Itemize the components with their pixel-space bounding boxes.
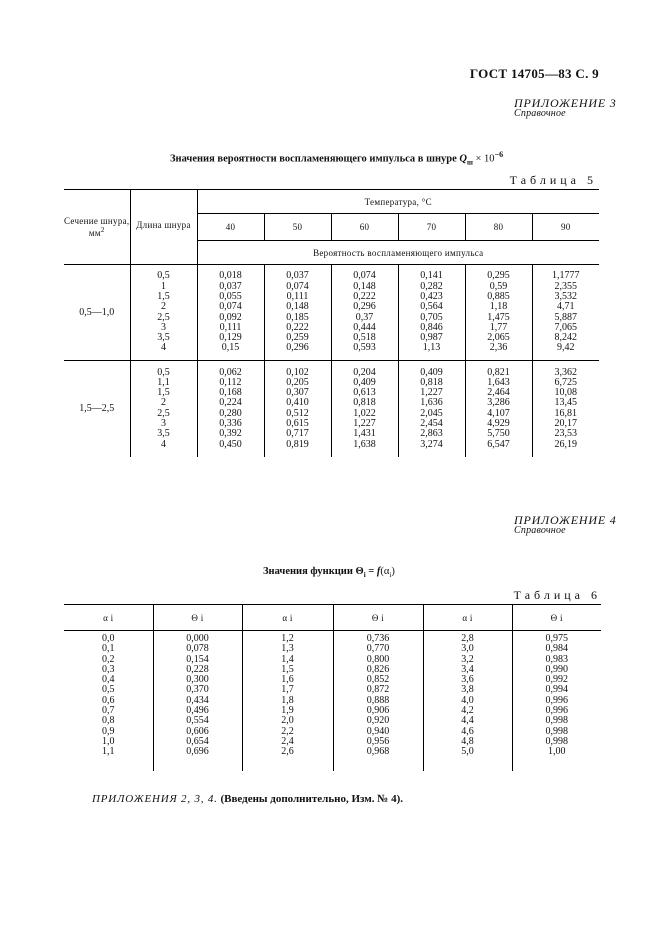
length-header: Длина шнура [130, 190, 197, 265]
probability-header: Вероятность воспламеняющего импульса [197, 241, 599, 265]
table-5-group-2 [64, 361, 599, 457]
temp-90: 90 [532, 214, 599, 241]
theta-header: Θ i [512, 605, 601, 631]
table-6-caption: Значения функции $\Theta_i = f(\alpha_i)$ [263, 566, 395, 580]
alpha-header: α i [64, 605, 153, 631]
temp-50: 50 [264, 214, 331, 241]
length-values: 0,5 1 1,5 2 2,5 3 3,5 4 [130, 265, 197, 361]
temperature-header: Температура, °С [197, 190, 599, 214]
table-5-caption: Значения вероятности воспламеняющего импульса в шнуре $Q_ш \times 10^{-6}$ [170, 150, 504, 167]
theta-header: Θ i [153, 605, 242, 631]
appendix-3-subtitle: Справочное [514, 108, 566, 119]
alpha-values-1: 0,0 0,1 0,2 0,3 0,4 0,5 0,6 0,7 0,8 0,9 1,0 1,1 [102, 633, 115, 758]
prob-column-60: 0,074 0,148 0,222 0,296 0,37 0,444 0,518 0,593 [331, 265, 398, 361]
table-5 [64, 189, 599, 457]
appendix-3-title: ПРИЛОЖЕНИЕ 3 [514, 96, 617, 110]
theta-values-1: 0,000 0,078 0,154 0,228 0,300 0,370 0,434 0,496 0,554 0,606 0,654 0,696 [153, 631, 242, 771]
table-6-label: Таблица 6 [513, 588, 601, 602]
temp-40: 40 [197, 214, 264, 241]
theta-values-2: 0,736 0,770 0,800 0,826 0,852 0,872 0,888 0,906 0,920 0,940 0,956 0,968 [333, 631, 423, 771]
alpha-values-2: 1,2 1,3 1,4 1,5 1,6 1,7 1,8 1,9 2,0 2,2 2,4 2,6 [242, 631, 333, 771]
alpha-header: α i [242, 605, 333, 631]
prob-column-70: 0,141 0,282 0,423 0,564 0,705 0,846 0,987 1,13 [398, 265, 465, 361]
footer-note: ПРИЛОЖЕНИЯ 2, 3, 4. (Введены дополнительно, Изм. № 4). [92, 793, 404, 805]
theta-header: Θ i [333, 605, 423, 631]
prob-column-40: 0,018 0,037 0,055 0,074 0,092 0,111 0,129 0,15 [197, 265, 264, 361]
table-6 [64, 604, 601, 771]
alpha-values-3: 2,8 3,0 3,2 3,4 3,6 3,8 4,0 4,2 4,4 4,6 4,8 5,0 [423, 631, 512, 771]
alpha-header: α i [423, 605, 512, 631]
appendix-4-title: ПРИЛОЖЕНИЕ 4 [514, 513, 617, 527]
section-header: Сечение шнура, $мм^2$ [64, 190, 130, 265]
prob-column-40: 0,062 0,112 0,168 0,224 0,280 0,336 0,392 0,450 [197, 361, 264, 457]
appendix-4-subtitle: Справочное [514, 525, 566, 536]
theta-values-3: 0,975 0,984 0,983 0,990 0,992 0,994 0,996 0,996 0,998 0,998 0,998 1,00 [512, 631, 601, 771]
prob-column-90: 1,1777 2,355 3,532 4,71 5,887 7,065 8,242 9,42 [532, 265, 599, 361]
temp-80: 80 [465, 214, 532, 241]
prob-column-80: 0,295 0,59 0,885 1,18 1,475 1,77 2,065 2,36 [465, 265, 532, 361]
prob-column-90: 3,362 6,725 10,08 13,45 16,81 20,17 23,53 26,19 [532, 361, 599, 457]
prob-column-60: 0,204 0,409 0,613 0,818 1,022 1,227 1,431 1,638 [331, 361, 398, 457]
prob-column-80: 0,821 1,643 2,464 3,286 4,107 4,929 5,750 6,547 [465, 361, 532, 457]
temp-60: 60 [331, 214, 398, 241]
section-value: 0,5—1,0 [64, 265, 130, 361]
prob-column-70: 0,409 0,818 1,227 1,636 2,045 2,454 2,863 3,274 [398, 361, 465, 457]
prob-column-50: 0,102 0,205 0,307 0,410 0,512 0,615 0,717 0,819 [264, 361, 331, 457]
table-6-body [64, 631, 601, 771]
table-6-header-row [64, 605, 601, 631]
section-value: 1,5—2,5 [79, 403, 115, 415]
length-values: 0,5 1,1 1,5 2 2,5 3 3,5 4 [130, 361, 197, 457]
prob-column-50: 0,037 0,074 0,111 0,148 0,185 0,222 0,259 0,296 [264, 265, 331, 361]
page-header: ГОСТ 14705—83 С. 9 [469, 66, 599, 81]
temp-70: 70 [398, 214, 465, 241]
table-5-group-1 [64, 265, 599, 361]
table-5-label: Таблица 5 [509, 173, 597, 187]
